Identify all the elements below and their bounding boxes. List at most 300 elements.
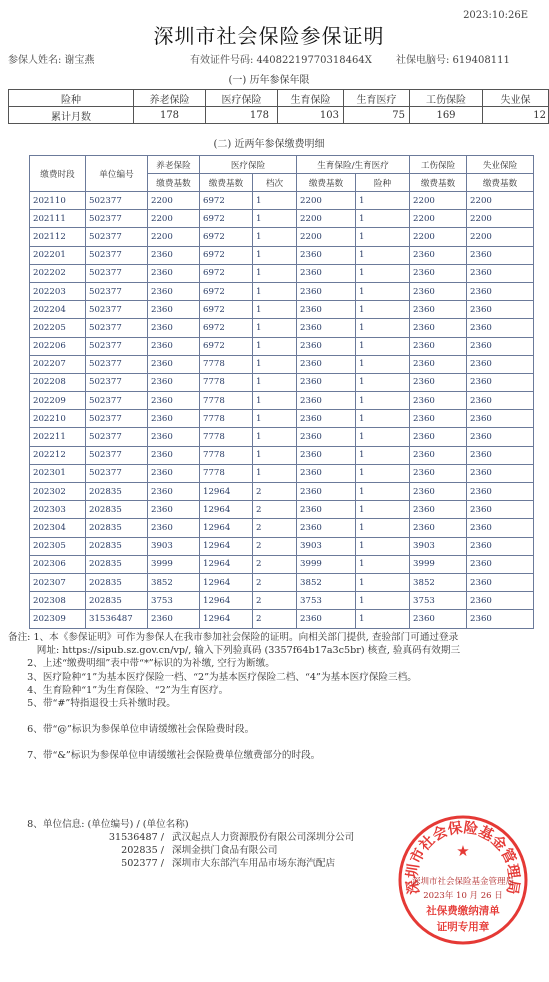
table-cell: 2360 — [297, 319, 356, 337]
table-row — [30, 501, 534, 519]
table-cell: 202305 — [30, 537, 86, 555]
table-cell: 2200 — [467, 228, 534, 246]
table-cell: 2360 — [297, 301, 356, 319]
table-cell: 2360 — [148, 392, 200, 410]
table-cell: 2 — [253, 519, 297, 537]
table-cell: 2360 — [148, 483, 200, 501]
table-cell: 2360 — [410, 337, 467, 355]
table-cell: 2360 — [297, 501, 356, 519]
table-cell: 2200 — [148, 192, 200, 210]
table-cell: 2360 — [467, 537, 534, 555]
table-cell: 1 — [356, 301, 410, 319]
years-header-cell: 医疗保险 — [206, 90, 278, 107]
table-cell: 2360 — [410, 428, 467, 446]
unit-row — [8, 857, 354, 870]
table-cell: 6972 — [200, 192, 253, 210]
years-header-cell: 工伤保险 — [410, 90, 483, 107]
table-cell: 2360 — [297, 337, 356, 355]
table-cell: 502377 — [86, 392, 148, 410]
remark-line — [8, 710, 543, 723]
table-row — [30, 428, 534, 446]
table-cell: 1 — [356, 246, 410, 264]
insured-name: 参保人姓名: 谢宝燕 — [8, 55, 95, 66]
table-cell: 2360 — [410, 355, 467, 373]
table-cell: 502377 — [86, 319, 148, 337]
table-cell: 2360 — [297, 373, 356, 391]
table-cell: 1 — [253, 301, 297, 319]
table-cell: 12964 — [200, 537, 253, 555]
remark-line: 网址: https://sipub.sz.gov.cn/vp/, 输入下列验真码 (3357f64b17a3c5br) 核查, 验真码有效期三 — [8, 645, 461, 657]
table-cell: 2360 — [148, 519, 200, 537]
table-cell: 2360 — [148, 373, 200, 391]
table-cell: 2360 — [467, 592, 534, 610]
table-cell: 1 — [253, 428, 297, 446]
table-cell: 3753 — [410, 592, 467, 610]
table-cell: 1 — [356, 373, 410, 391]
table-cell: 1 — [356, 410, 410, 428]
seal-line-purpose: 社保费缴纳清单 — [426, 905, 500, 917]
table-cell: 1 — [356, 555, 410, 573]
table-cell: 2360 — [410, 410, 467, 428]
table-cell: 2360 — [467, 337, 534, 355]
subheader-grade: 档次 — [253, 174, 297, 192]
table-cell: 502377 — [86, 282, 148, 300]
table-cell: 2360 — [410, 610, 467, 628]
table-cell: 2360 — [467, 373, 534, 391]
header-medical: 医疗保险 — [200, 156, 297, 174]
table-cell: 12964 — [200, 592, 253, 610]
table-cell: 1 — [253, 246, 297, 264]
table-cell: 2200 — [297, 228, 356, 246]
id-number: 有效证件号码: 440822197703184​64X — [190, 55, 372, 66]
table-cell: 2360 — [410, 464, 467, 482]
table-cell: 2 — [253, 483, 297, 501]
table-cell: 1 — [356, 228, 410, 246]
table-cell: 1 — [356, 464, 410, 482]
table-cell: 2 — [253, 592, 297, 610]
document-title: 深圳市社会保险参保证明 — [153, 24, 385, 48]
table-cell: 1 — [356, 428, 410, 446]
table-cell: 3852 — [410, 573, 467, 591]
table-cell: 502377 — [86, 246, 148, 264]
table-cell: 1 — [253, 373, 297, 391]
header-unemployment: 失业保险 — [467, 156, 534, 174]
header-unit-code: 单位编号 — [86, 156, 148, 192]
years-value-cell: 12 — [483, 107, 549, 124]
table-cell: 202306 — [30, 555, 86, 573]
table-cell: 202210 — [30, 410, 86, 428]
table-row — [30, 592, 534, 610]
subheader-base: 缴费基数 — [467, 174, 534, 192]
years-value-row — [9, 107, 549, 124]
table-row — [30, 610, 534, 628]
table-row — [30, 264, 534, 282]
subheader-base: 缴费基数 — [410, 174, 467, 192]
table-cell: 202835 — [86, 537, 148, 555]
table-cell: 7778 — [200, 446, 253, 464]
table-cell: 3753 — [297, 592, 356, 610]
table-cell: 3903 — [148, 537, 200, 555]
table-cell: 2360 — [297, 428, 356, 446]
years-value-cell: 178 — [134, 107, 206, 124]
payment-table-body — [30, 192, 534, 629]
table-cell: 2360 — [467, 355, 534, 373]
table-cell: 6972 — [200, 264, 253, 282]
table-cell: 1 — [253, 410, 297, 428]
table-cell: 502377 — [86, 410, 148, 428]
table-cell: 2360 — [467, 392, 534, 410]
table-cell: 2200 — [467, 210, 534, 228]
table-cell: 2360 — [410, 483, 467, 501]
table-row — [30, 392, 534, 410]
table-cell: 502377 — [86, 337, 148, 355]
table-cell: 1 — [356, 610, 410, 628]
table-cell: 2360 — [297, 246, 356, 264]
remark-line: 2、上述“缴费明细”表中带“*”标识的为补缴, 空行为断缴。 — [8, 658, 275, 670]
table-cell: 202211 — [30, 428, 86, 446]
table-cell: 502377 — [86, 228, 148, 246]
table-row — [30, 446, 534, 464]
table-cell: 2360 — [410, 501, 467, 519]
table-cell: 2360 — [410, 264, 467, 282]
subheader-base: 缴费基数 — [148, 174, 200, 192]
table-cell: 6972 — [200, 301, 253, 319]
remark-line: 备注: 1、本《参保证明》可作为参保人在我市参加社会保险的证明。向相关部门提供, 查验部门可通过登录 — [8, 632, 459, 643]
table-cell: 2360 — [467, 301, 534, 319]
table-cell: 1 — [356, 573, 410, 591]
table-cell: 2360 — [467, 519, 534, 537]
table-cell: 2360 — [410, 246, 467, 264]
section-title-payments: (二) 近两年参保缴费明细 — [213, 139, 325, 150]
payment-header-row — [30, 156, 534, 174]
table-cell: 3999 — [148, 555, 200, 573]
table-cell: 502377 — [86, 464, 148, 482]
payment-table — [29, 155, 534, 629]
table-cell: 3903 — [297, 537, 356, 555]
table-cell: 2360 — [467, 573, 534, 591]
table-cell: 1 — [356, 337, 410, 355]
table-cell: 7778 — [200, 410, 253, 428]
table-cell: 7778 — [200, 355, 253, 373]
table-cell: 6972 — [200, 282, 253, 300]
table-cell: 2360 — [297, 519, 356, 537]
table-cell: 2360 — [467, 483, 534, 501]
table-cell: 1 — [253, 337, 297, 355]
table-cell: 2360 — [297, 610, 356, 628]
remark-line: 6、带“@”标识为参保单位申请缓缴社会保险费时段。 — [8, 724, 255, 736]
table-cell: 2200 — [410, 228, 467, 246]
table-cell: 1 — [253, 392, 297, 410]
table-cell: 2360 — [467, 282, 534, 300]
table-cell: 2360 — [148, 337, 200, 355]
table-row — [30, 282, 534, 300]
table-cell: 2360 — [410, 319, 467, 337]
table-cell: 3852 — [297, 573, 356, 591]
table-row — [30, 301, 534, 319]
table-cell: 2200 — [297, 210, 356, 228]
section-title-years: (一) 历年参保年限 — [228, 75, 310, 86]
table-cell: 1 — [356, 319, 410, 337]
table-cell: 2360 — [467, 410, 534, 428]
table-cell: 202835 — [86, 573, 148, 591]
table-cell: 2360 — [297, 355, 356, 373]
remark-line: 7、带“&”标识为参保单位申请缓缴社会保险费单位缴费部分的时段。 — [8, 750, 321, 762]
table-cell: 202208 — [30, 373, 86, 391]
table-cell: 1 — [253, 264, 297, 282]
table-cell: 7778 — [200, 464, 253, 482]
table-cell: 12964 — [200, 610, 253, 628]
table-cell: 2200 — [297, 192, 356, 210]
table-cell: 1 — [356, 282, 410, 300]
table-cell: 1 — [356, 446, 410, 464]
years-value-cell: 169 — [410, 107, 483, 124]
table-cell: 12964 — [200, 555, 253, 573]
table-cell: 202203 — [30, 282, 86, 300]
header-pension: 养老保险 — [148, 156, 200, 174]
years-value-cell: 累计月数 — [9, 107, 134, 124]
years-header-cell: 生育医疗 — [344, 90, 410, 107]
table-row — [30, 483, 534, 501]
table-cell: 2360 — [148, 355, 200, 373]
table-row — [30, 573, 534, 591]
table-cell: 202835 — [86, 483, 148, 501]
table-cell: 202301 — [30, 464, 86, 482]
table-cell: 502377 — [86, 373, 148, 391]
table-cell: 2 — [253, 610, 297, 628]
table-cell: 502377 — [86, 301, 148, 319]
seal-ring-text-path: 深圳市社会保险基金管理局 — [403, 819, 523, 896]
remarks — [8, 631, 543, 763]
table-row — [30, 537, 534, 555]
table-cell: 202209 — [30, 392, 86, 410]
table-cell: 2360 — [148, 501, 200, 519]
header-injury: 工伤保险 — [410, 156, 467, 174]
table-cell: 2360 — [148, 428, 200, 446]
table-cell: 202835 — [86, 519, 148, 537]
table-cell: 1 — [356, 392, 410, 410]
table-cell: 2360 — [148, 319, 200, 337]
table-row — [30, 192, 534, 210]
table-cell: 2360 — [410, 282, 467, 300]
table-cell: 202206 — [30, 337, 86, 355]
table-cell: 2 — [253, 555, 297, 573]
unit-row — [8, 831, 354, 844]
table-cell: 202307 — [30, 573, 86, 591]
years-value-cell: 103 — [278, 107, 344, 124]
table-cell: 6972 — [200, 337, 253, 355]
table-cell: 1 — [356, 264, 410, 282]
years-header-cell: 险种 — [9, 90, 134, 107]
table-cell: 7778 — [200, 373, 253, 391]
seal-line-date: 2023年 10 月 26 日 — [423, 891, 503, 901]
table-cell: 7778 — [200, 392, 253, 410]
table-cell: 2360 — [148, 410, 200, 428]
subheader-base: 缴费基数 — [200, 174, 253, 192]
table-cell: 2360 — [467, 610, 534, 628]
remark-line: 3、医疗险种“1”为基本医疗保险一档、“2”为基本医疗保险二档、“4”为基本医疗保险三档。 — [8, 671, 417, 683]
table-cell: 1 — [253, 319, 297, 337]
years-table — [8, 89, 549, 124]
table-cell: 3999 — [297, 555, 356, 573]
table-cell: 2360 — [410, 373, 467, 391]
table-cell: 2360 — [410, 301, 467, 319]
table-row — [30, 464, 534, 482]
table-cell: 202110 — [30, 192, 86, 210]
table-cell: 2360 — [467, 446, 534, 464]
table-cell: 2360 — [148, 464, 200, 482]
table-row — [30, 337, 534, 355]
table-cell: 1 — [356, 192, 410, 210]
table-cell: 2360 — [297, 483, 356, 501]
table-cell: 202205 — [30, 319, 86, 337]
seal-star-icon: ★ — [456, 842, 470, 860]
table-cell: 2200 — [410, 210, 467, 228]
table-cell: 2200 — [148, 228, 200, 246]
table-cell: 202303 — [30, 501, 86, 519]
table-cell: 1 — [253, 192, 297, 210]
subheader-kind: 险种 — [356, 174, 410, 192]
table-cell: 202835 — [86, 592, 148, 610]
table-cell: 2360 — [467, 428, 534, 446]
table-cell: 2360 — [467, 464, 534, 482]
table-cell: 2360 — [297, 446, 356, 464]
table-cell: 1 — [356, 210, 410, 228]
table-row — [30, 519, 534, 537]
table-cell: 2360 — [297, 264, 356, 282]
years-header-row — [9, 90, 549, 107]
table-cell: 12964 — [200, 573, 253, 591]
table-cell: 2360 — [148, 610, 200, 628]
table-cell: 202835 — [86, 555, 148, 573]
table-cell: 6972 — [200, 228, 253, 246]
table-cell: 202207 — [30, 355, 86, 373]
table-row — [30, 210, 534, 228]
table-cell: 3903 — [410, 537, 467, 555]
print-timestamp: 2023:10:26E — [463, 10, 528, 21]
table-cell: 2200 — [467, 192, 534, 210]
unit-list — [8, 831, 354, 870]
unit-name: 武汉起点人力资源股份有限公司深圳分公司 — [172, 832, 355, 843]
social-security-number: 社保电脑号: 619408111 — [396, 55, 510, 66]
unit-info-title: 8、单位信息: (单位编号) / (单位名称) — [8, 819, 189, 830]
table-cell: 502377 — [86, 192, 148, 210]
table-cell: 1 — [253, 228, 297, 246]
table-cell: 1 — [356, 501, 410, 519]
table-row — [30, 319, 534, 337]
years-header-cell: 失业保 — [483, 90, 549, 107]
table-cell: 502377 — [86, 428, 148, 446]
table-cell: 1 — [356, 592, 410, 610]
table-cell: 3852 — [148, 573, 200, 591]
seal-line-org: 深圳市社会保险基金管理局 — [411, 877, 515, 887]
seal-line-use: 证明专用章 — [436, 921, 490, 933]
subheader-base: 缴费基数 — [297, 174, 356, 192]
table-cell: 202835 — [86, 501, 148, 519]
table-cell: 2 — [253, 573, 297, 591]
table-row — [30, 246, 534, 264]
years-header-cell: 养老保险 — [134, 90, 206, 107]
table-cell: 1 — [356, 519, 410, 537]
table-cell: 202111 — [30, 210, 86, 228]
table-cell: 1 — [356, 483, 410, 501]
table-cell: 502377 — [86, 355, 148, 373]
unit-code: 202835 / — [121, 845, 164, 856]
table-cell: 1 — [253, 355, 297, 373]
table-cell: 6972 — [200, 210, 253, 228]
table-cell: 1 — [253, 464, 297, 482]
table-cell: 202308 — [30, 592, 86, 610]
table-cell: 12964 — [200, 483, 253, 501]
table-cell: 6972 — [200, 319, 253, 337]
table-cell: 2360 — [410, 519, 467, 537]
table-cell: 202212 — [30, 446, 86, 464]
table-cell: 2360 — [148, 246, 200, 264]
table-cell: 1 — [253, 210, 297, 228]
table-cell: 2360 — [467, 555, 534, 573]
header-maternity: 生育保险/生育医疗 — [297, 156, 410, 174]
table-cell: 202304 — [30, 519, 86, 537]
table-row — [30, 373, 534, 391]
unit-code: 31536487 / — [108, 832, 164, 843]
years-value-cell: 75 — [344, 107, 410, 124]
table-cell: 2360 — [148, 264, 200, 282]
table-cell: 2360 — [467, 246, 534, 264]
header-period: 缴费时段 — [30, 156, 86, 192]
unit-row — [8, 844, 354, 857]
table-cell: 2360 — [148, 301, 200, 319]
table-cell: 2200 — [410, 192, 467, 210]
table-cell: 2360 — [297, 410, 356, 428]
table-cell: 2360 — [410, 446, 467, 464]
table-cell: 202201 — [30, 246, 86, 264]
table-cell: 3753 — [148, 592, 200, 610]
table-cell: 2360 — [467, 264, 534, 282]
table-cell: 502377 — [86, 264, 148, 282]
remark-line — [8, 736, 543, 749]
table-cell: 2360 — [297, 392, 356, 410]
table-cell: 1 — [253, 446, 297, 464]
table-row — [30, 228, 534, 246]
official-seal — [393, 810, 533, 950]
table-cell: 2360 — [467, 319, 534, 337]
remark-line: 4、生育险种“1”为生育保险、“2”为生育医疗。 — [8, 684, 229, 696]
table-cell: 31536487 — [86, 610, 148, 628]
table-cell: 202309 — [30, 610, 86, 628]
table-cell: 2360 — [410, 392, 467, 410]
table-cell: 502377 — [86, 210, 148, 228]
table-cell: 2 — [253, 501, 297, 519]
unit-code: 502377 / — [121, 858, 164, 869]
table-cell: 12964 — [200, 519, 253, 537]
table-cell: 2360 — [148, 446, 200, 464]
years-header-cell: 生育保险 — [278, 90, 344, 107]
years-value-cell: 178 — [206, 107, 278, 124]
table-row — [30, 555, 534, 573]
table-cell: 2360 — [297, 282, 356, 300]
unit-name: 深圳金拱门食品有限公司 — [172, 845, 278, 856]
table-cell: 202202 — [30, 264, 86, 282]
table-cell: 7778 — [200, 428, 253, 446]
table-cell: 202112 — [30, 228, 86, 246]
table-row — [30, 355, 534, 373]
table-cell: 2360 — [148, 282, 200, 300]
table-cell: 2360 — [467, 501, 534, 519]
unit-info — [8, 818, 354, 870]
table-cell: 502377 — [86, 446, 148, 464]
table-cell: 3999 — [410, 555, 467, 573]
table-cell: 1 — [356, 537, 410, 555]
table-cell: 6972 — [200, 246, 253, 264]
